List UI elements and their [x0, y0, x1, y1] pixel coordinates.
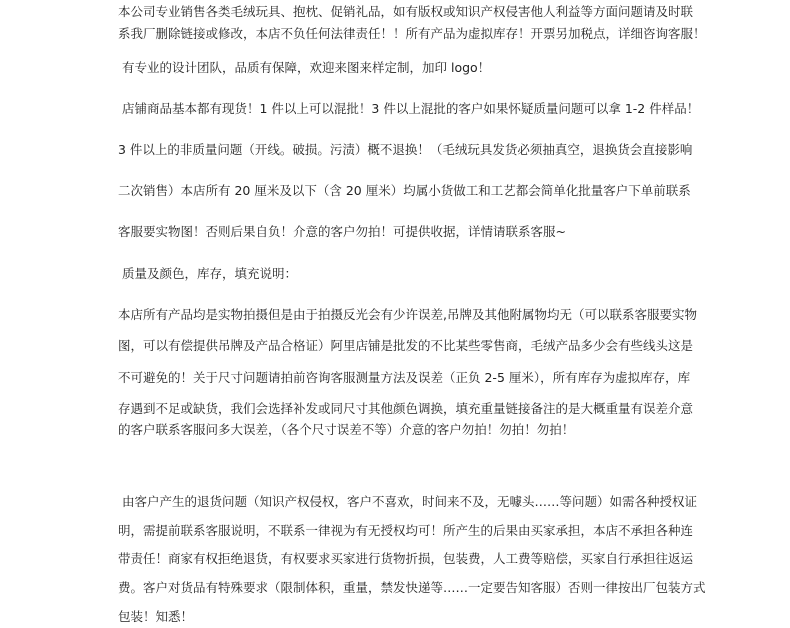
- text-line: 由客户产生的退货问题（知识产权侵权，客户不喜欢，时间来不及，无噱头……等问题）如需各种授权证: [122, 494, 698, 509]
- section-heading: 质量及颜色，库存，填充说明：: [122, 266, 298, 281]
- text-line: 不可避免的！关于尺寸问题请拍前咨询客服测量方法及误差（正负 2-5 厘米），所有库存为虚拟库存，库: [118, 370, 691, 385]
- text-line: 3 件以上的非质量问题（开线。破损。污渍）概不退换！（毛绒玩具发货必须抽真空，退换货会直接影响: [118, 142, 693, 157]
- text-line: 二次销售）本店所有 20 厘米及以下（含 20 厘米）均属小货做工和工艺都会简单化批量客户下单前联系: [118, 183, 691, 198]
- text-line: 本公司专业销售各类毛绒玩具、抱枕、促销礼品，如有版权或知识产权侵害他人利益等方面问题请及时联: [118, 4, 694, 19]
- text-line: 费。客户对货品有特殊要求（限制体积，重量，禁发快递等……一定要告知客服）否则一律按出厂包装方式: [118, 580, 706, 595]
- text-line: 的客户联系客服问多大误差，（各个尺寸误差不等）介意的客户勿拍！勿拍！勿拍！: [118, 422, 575, 437]
- text-line: 系我厂删除链接或修改，本店不负任何法律责任！！所有产品为虚拟库存！开票另加税点，详细咨询客服！: [118, 26, 706, 41]
- text-line: 存遇到不足或缺货，我们会选择补发或同尺寸其他颜色调换，填充重量链接备注的是大概重量有误差介意: [118, 401, 694, 416]
- text-line: 图，可以有偿提供吊牌及产品合格证）阿里店铺是批发的不比某些零售商，毛绒产品多少会有些线头这是: [118, 338, 694, 353]
- text-line: 本店所有产品均是实物拍摄但是由于拍摄反光会有少许误差,吊牌及其他附属物均无（可以联系客服要实物: [118, 307, 697, 322]
- text-line: 店铺商品基本都有现货！1 件以上可以混批！3 件以上混批的客户如果怀疑质量问题可以拿 1-2 件样品！: [122, 101, 700, 116]
- text-line: 带责任！商家有权拒绝退货，有权要求买家进行货物折损，包装费，人工费等赔偿，买家自行承担往返运: [118, 551, 694, 566]
- text-line: 客服要实物图！否则后果自负！介意的客户勿拍！可提供收据，详情请联系客服~: [118, 224, 566, 239]
- text-line: 明，需提前联系客服说明，不联系一律视为有无授权均可！所产生的后果由买家承担，本店不承担各种连: [118, 523, 694, 538]
- text-line: 有专业的设计团队，品质有保障，欢迎来图来样定制，加印 logo！: [122, 60, 491, 75]
- text-line: 包装！知悉！: [118, 609, 194, 624]
